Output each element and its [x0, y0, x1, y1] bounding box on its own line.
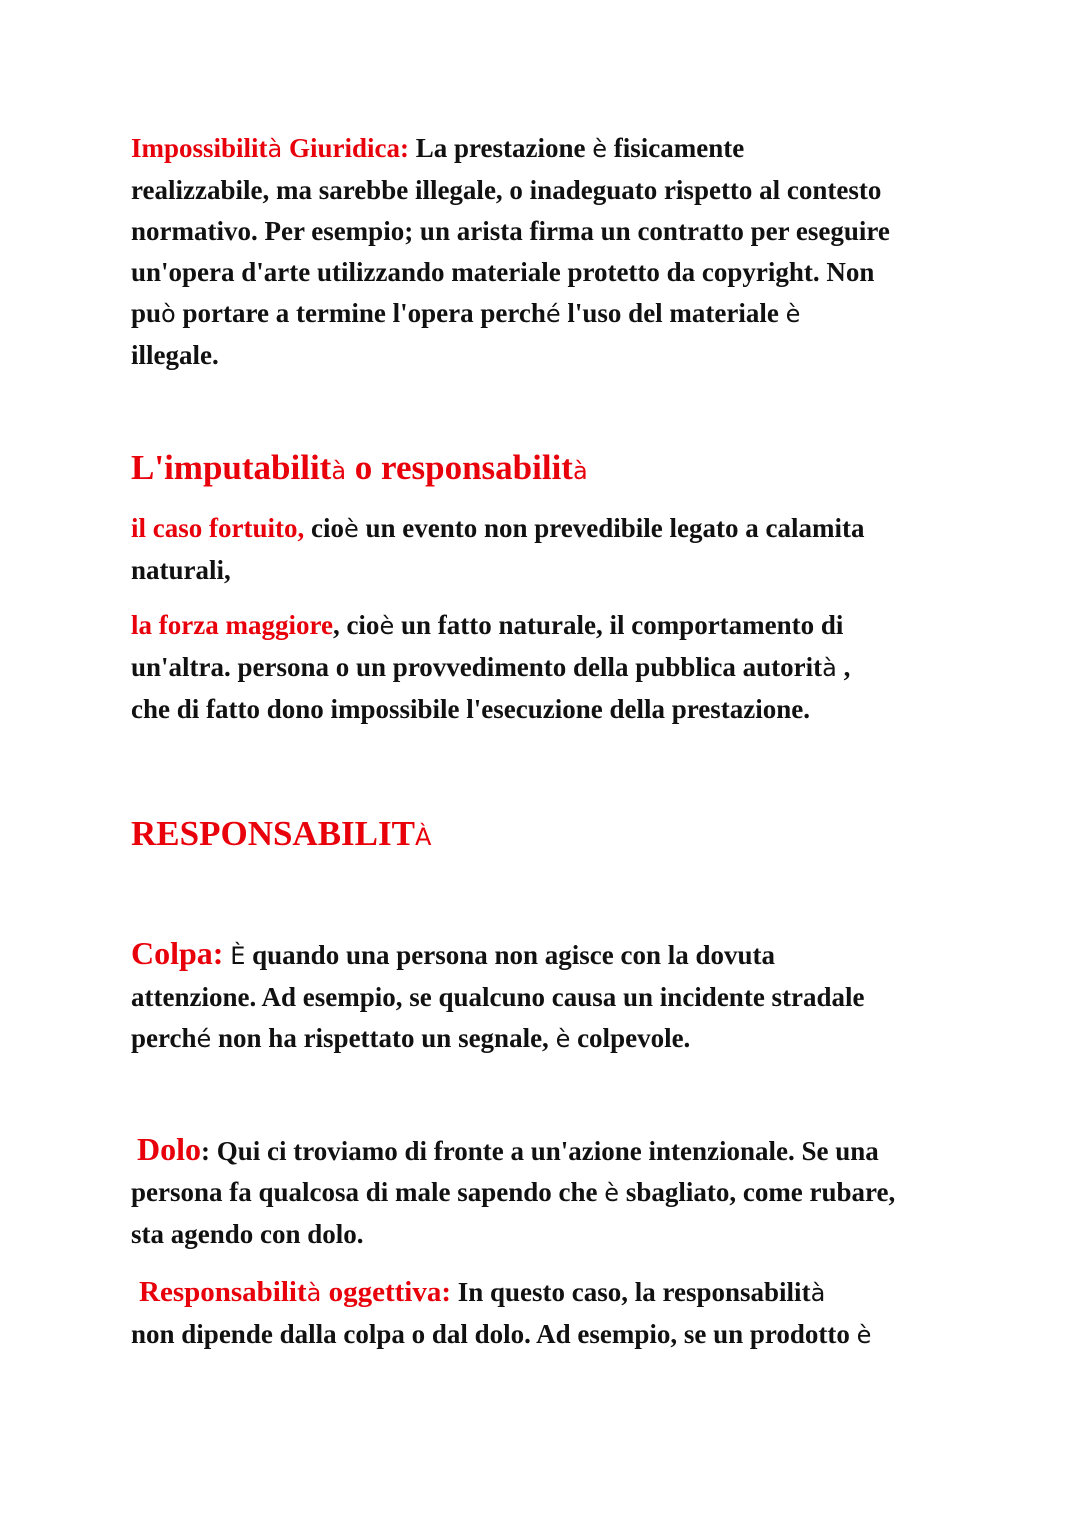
- text-line: In questo caso, la responsabilità: [450, 1277, 826, 1307]
- item-forza-maggiore: [131, 605, 991, 730]
- term-label: Responsabilità oggettiva:: [139, 1276, 451, 1308]
- section-imputabilita: [131, 446, 991, 493]
- text-line: perché non ha rispettato un segnale, è colpevole.: [131, 1023, 691, 1053]
- accented-glyph: è: [555, 1025, 571, 1053]
- section-heading: RESPONSABILITÀ: [131, 814, 432, 853]
- text-line: , cioè un fatto naturale, il comportamento di: [332, 610, 844, 640]
- text-line: persona fa qualcosa di male sapendo che è sbagliato, come rubare,: [131, 1177, 896, 1207]
- item-dolo: [131, 1129, 997, 1255]
- accented-glyph: è: [379, 612, 395, 640]
- accented-glyph: à: [267, 135, 283, 163]
- accented-glyph: è: [343, 515, 359, 543]
- section-impossibilita-giuridica: [131, 128, 991, 376]
- accented-glyph: À: [414, 823, 432, 851]
- text-line: può portare a termine l'opera perché l'uso del materiale è: [131, 298, 801, 328]
- accented-glyph: È: [230, 942, 246, 970]
- item-colpa: [131, 933, 991, 1060]
- accented-glyph: à: [572, 457, 588, 485]
- accented-glyph: è: [604, 1179, 620, 1207]
- text-line: che di fatto dono impossibile l'esecuzione della prestazione.: [131, 694, 810, 724]
- text-line: cioè un evento non prevedibile legato a calamita: [304, 513, 865, 543]
- text-line: attenzione. Ad esempio, se qualcuno causa un incidente stradale: [131, 982, 865, 1012]
- term-label: Dolo: [137, 1131, 201, 1167]
- accented-glyph: é: [196, 1025, 212, 1053]
- text-line: normativo. Per esempio; un arista firma un contratto per eseguire: [131, 216, 890, 246]
- item-caso-fortuito: [131, 508, 991, 591]
- text-line: un'opera d'arte utilizzando materiale protetto da copyright. Non: [131, 257, 875, 287]
- term-label: il caso fortuito,: [131, 513, 305, 543]
- accented-glyph: à: [810, 1279, 826, 1307]
- accented-glyph: à: [331, 457, 347, 485]
- term-label: Colpa:: [131, 935, 224, 971]
- text-line: realizzabile, ma sarebbe illegale, o inadeguato rispetto al contesto: [131, 175, 882, 205]
- item-responsabilita-oggettiva: [131, 1272, 999, 1356]
- accented-glyph: è: [785, 300, 801, 328]
- accented-glyph: à: [306, 1279, 322, 1307]
- accented-glyph: è: [592, 135, 608, 163]
- accented-glyph: à: [822, 654, 837, 682]
- text-line: un'altra. persona o un provvedimento della pubblica autorità ,: [131, 652, 851, 682]
- section-responsabilita: [131, 812, 991, 859]
- text-line: sta agendo con dolo.: [131, 1219, 364, 1249]
- text-line: : Qui ci troviamo di fronte a un'azione intenzionale. Se una: [201, 1136, 879, 1166]
- term-label: la forza maggiore: [131, 610, 333, 640]
- accented-glyph: ò: [161, 300, 176, 328]
- text-line: non dipende dalla colpa o dal dolo. Ad esempio, se un prodotto è: [131, 1319, 872, 1349]
- term-label: Impossibilità Giuridica:: [131, 133, 410, 163]
- section-heading: L'imputabilità o responsabilità: [131, 448, 588, 487]
- paragraph-impossibilita: [131, 128, 991, 376]
- accented-glyph: é: [545, 300, 561, 328]
- text-line: naturali,: [131, 555, 231, 585]
- text-line: È quando una persona non agisce con la dovuta: [230, 940, 776, 970]
- text-line: La prestazione è fisicamente: [409, 133, 745, 163]
- accented-glyph: è: [856, 1321, 872, 1349]
- text-line: illegale.: [131, 340, 219, 370]
